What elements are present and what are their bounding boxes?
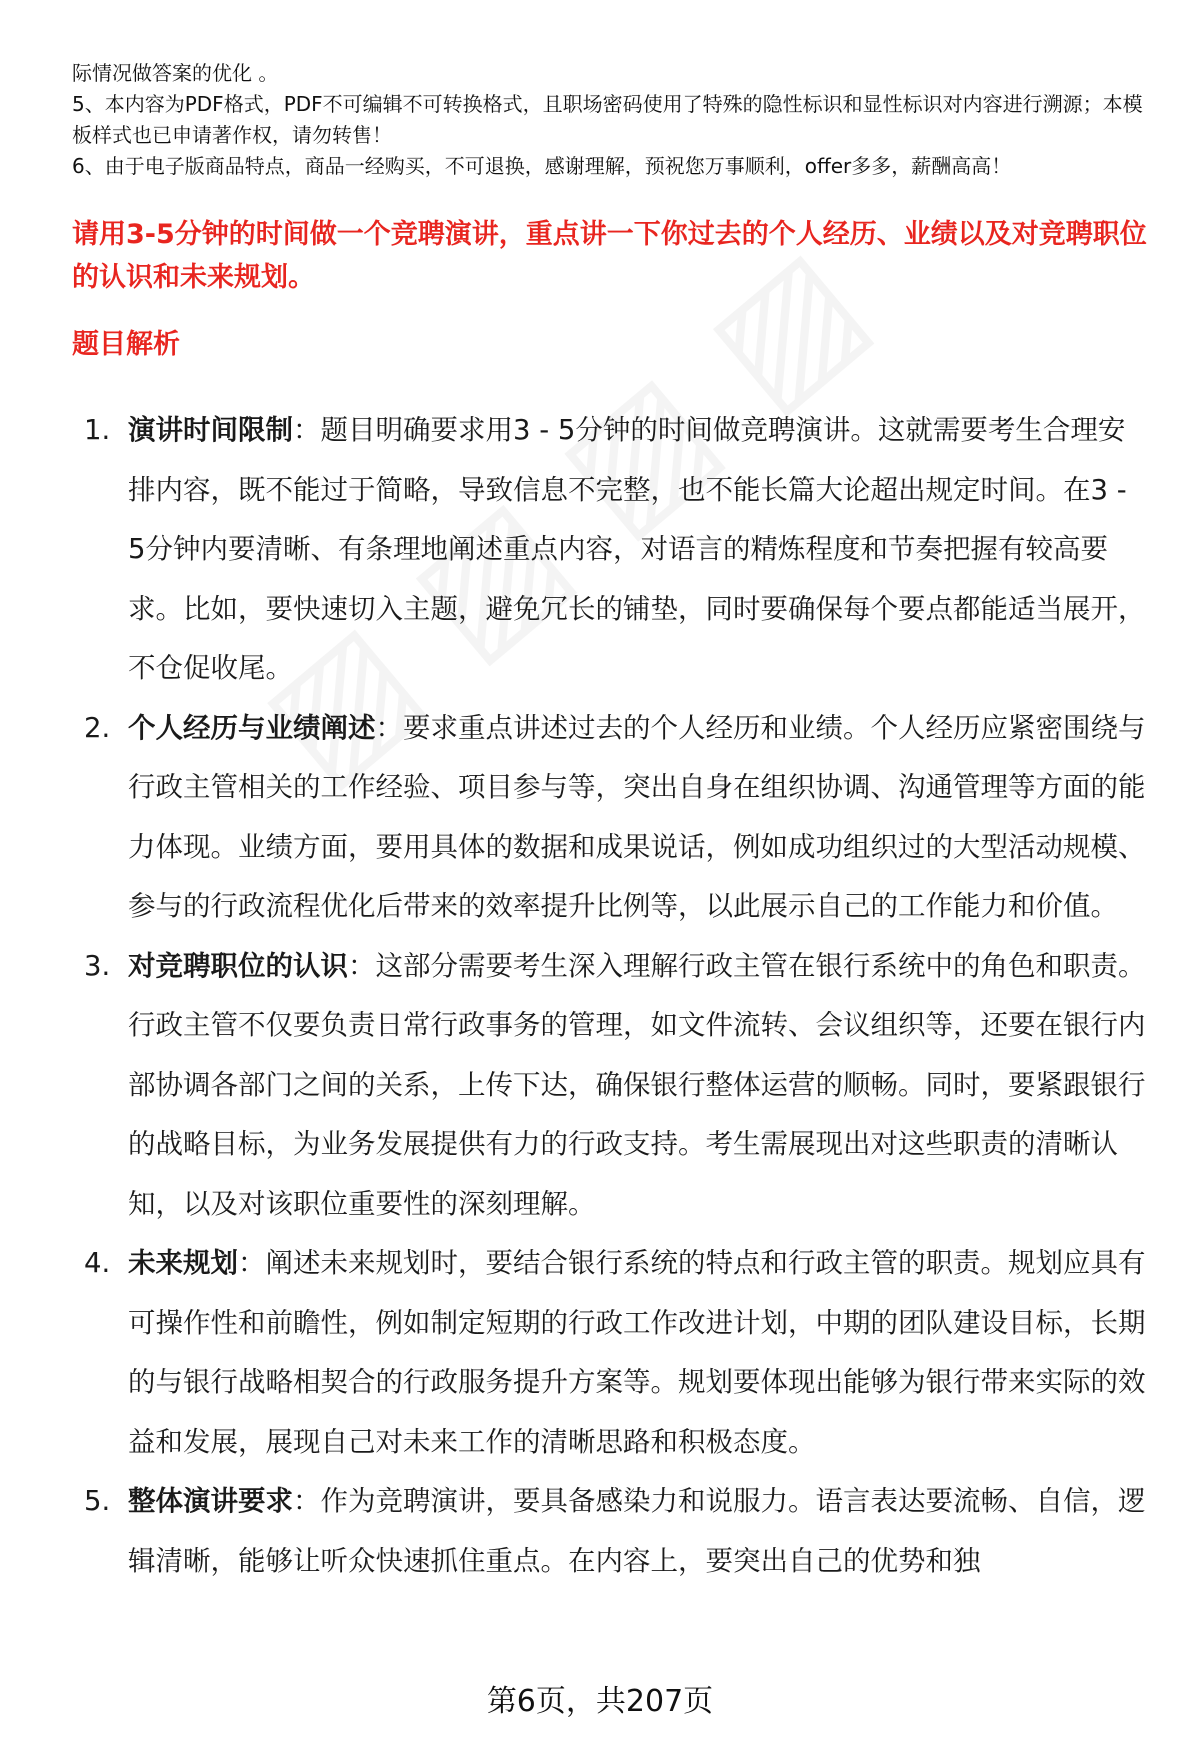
point-term: 整体演讲要求 (128, 1485, 293, 1517)
point-term: 对竞聘职位的认识 (128, 949, 348, 982)
question-heading: 请用3-5分钟的时间做一个竞聘演讲，重点讲一下你过去的个人经历、业绩以及对竞聘职位的认识和未来规划。 (72, 219, 1147, 293)
note-line: 6、由于电子版商品特点，商品一经购买，不可退换，感谢理解，预祝您万事顺利，offer多多，薪酬高高！ (72, 154, 1012, 178)
point-term: 演讲时间限制 (128, 414, 293, 446)
analysis-list (72, 401, 1152, 1591)
point-text: ：阐述未来规划时，要结合银行系统的特点和行政主管的职责。规划应具有可操作性和前瞻性，例如制定短期的行政工作改进计划，中期的团队建设目标，长期的与银行战略相契合的行政服务提升方案等。规划要体现出能够为银行带来实际的效益和发展，展现自己对未来工作的清晰思路和积极态度。 (128, 1247, 1146, 1458)
page-footer: 第6页，共207页 (486, 1684, 714, 1719)
point-number: 1. (84, 414, 111, 446)
analysis-point (72, 937, 1152, 1235)
note-line: 际情况做答案的优化 。 (72, 61, 279, 85)
note-line: 5、本内容为PDF格式，PDF不可编辑不可转换格式，且职场密码使用了特殊的隐性标识和显性标识对内容进行溯源；本模板样式也已申请著作权，请勿转售！ (72, 92, 1143, 147)
analysis-point (72, 401, 1152, 699)
point-text: ：这部分需要考生深入理解行政主管在银行系统中的角色和职责。行政主管不仅要负责日常行政事务的管理，如文件流转、会议组织等，还要在银行内部协调各部门之间的关系，上传下达，确保银行整体运营的顺畅。同时，要紧跟银行的战略目标，为业务发展提供有力的行政支持。考生需展现出对这些职责的清晰认知，以及对该职位重要性的深刻理解。 (128, 949, 1146, 1220)
section-title: 题目解析 (72, 329, 180, 360)
point-term: 未来规划 (128, 1247, 238, 1279)
point-text: ：要求重点讲述过去的个人经历和业绩。个人经历应紧密围绕与行政主管相关的工作经验、项目参与等，突出自身在组织协调、沟通管理等方面的能力体现。业绩方面，要用具体的数据和成果说话，例如成功组织过的大型活动规模、参与的行政流程优化后带来的效率提升比例等，以此展示自己的工作能力和价值。 (128, 711, 1146, 922)
point-text: ：作为竞聘演讲，要具备感染力和说服力。语言表达要流畅、自信，逻辑清晰，能够让听众快速抓住重点。在内容上，要突出自己的优势和独 (128, 1485, 1146, 1577)
point-text: ：题目明确要求用3 - 5分钟的时间做竞聘演讲。这就需要考生合理安排内容，既不能过于简略，导致信息不完整，也不能长篇大论超出规定时间。在3 - 5分钟内要清晰、有条理地阐述重点内容，对语言的精炼程度和节奏把握有较高要求。比如，要快速切入主题，避免冗长的铺垫，同时要确保每个要点都能适当展开，不仓促收尾。 (128, 414, 1146, 684)
point-term: 个人经历与业绩阐述 (128, 711, 376, 744)
analysis-point (72, 699, 1152, 937)
point-number: 3. (84, 949, 111, 982)
analysis-point (72, 1472, 1152, 1591)
analysis-point (72, 1234, 1152, 1472)
point-number: 2. (84, 711, 111, 744)
notes-block (72, 58, 1162, 182)
point-number: 5. (84, 1485, 111, 1517)
point-number: 4. (84, 1247, 111, 1279)
